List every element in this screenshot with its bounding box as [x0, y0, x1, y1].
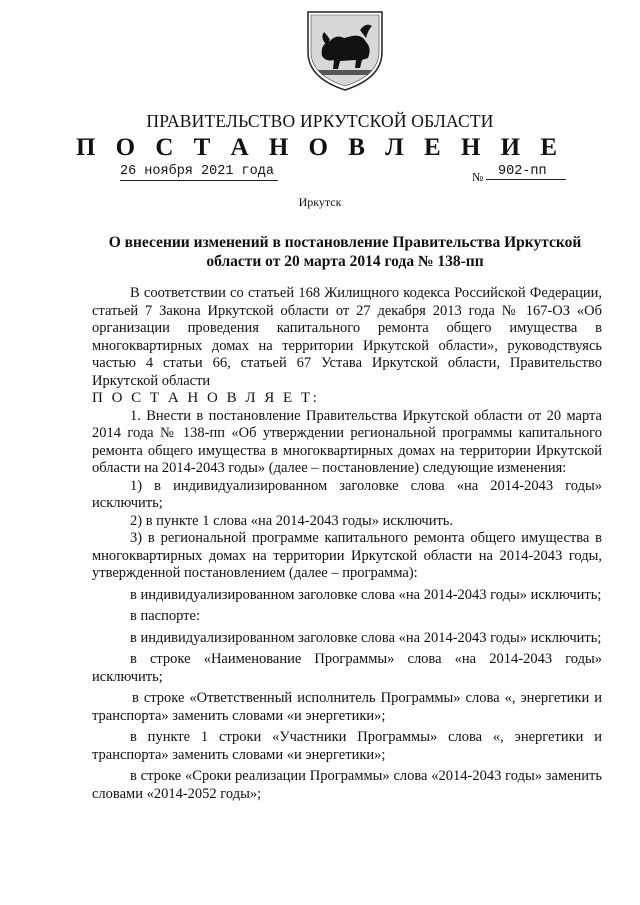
body-paragraph: в строке «Ответственный исполнитель Программы» слова «, энергетики и транспорта» заменить словами «и энергетики»; — [92, 690, 602, 724]
body-paragraph: 1. Внести в постановление Правительства Иркутской области от 20 марта 2014 года № 138-пп «Об утверждении региональной программы капитального ремонта общего имущества в многоквартирных домах на территории Иркутской области на 2014-2043 годы» (далее – постановление) следующие изменения: — [92, 407, 602, 476]
body-paragraph: в паспорте: — [130, 608, 200, 624]
body-paragraph: в пункте 1 строки «Участники Программы» слова «, энергетики и транспорта» заменить словами «и энергетики»; — [92, 729, 602, 763]
document-body — [92, 285, 602, 803]
number-sign: № — [472, 170, 484, 184]
document-subject: О внесении изменений в постановление Правительства Иркутской области от 20 марта 2014 года № 138-пп — [108, 234, 582, 270]
body-paragraph: в индивидуализированном заголовке слова «на 2014-2043 годы» исключить; — [130, 629, 602, 646]
body-paragraph: 3) в региональной программе капитального ремонта общего имущества в многоквартирных домах на территории Иркутской области на 2014-2043 годы, утвержденной постановлением (далее – программа): — [92, 530, 602, 581]
body-paragraph: в строке «Наименование Программы» слова «на 2014-2043 годы» исключить; — [92, 651, 602, 685]
document-type: П О С Т А Н О В Л Е Н И Е — [75, 134, 565, 161]
document-date: 26 ноября 2021 года — [120, 164, 278, 181]
decree-word: П О С Т А Н О В Л Я Е Т: — [92, 390, 320, 406]
body-paragraph: в индивидуализированном заголовке слова «на 2014-2043 годы» исключить; — [130, 586, 602, 603]
body-paragraph: 1) в индивидуализированном заголовке слова «на 2014-2043 годы» исключить; — [92, 477, 602, 511]
irkutsk-coat-of-arms-icon — [300, 8, 390, 93]
document-number: 902-пп — [486, 164, 566, 180]
body-paragraph: в строке «Сроки реализации Программы» слова «2014-2043 годы» заменить словами «2014-2052 годы»; — [92, 768, 602, 802]
city-name: Иркутск — [298, 195, 342, 209]
government-name: ПРАВИТЕЛЬСТВО ИРКУТСКОЙ ОБЛАСТИ — [146, 111, 494, 131]
preamble-paragraph: В соответствии со статьей 168 Жилищного кодекса Российской Федерации, статьей 7 Закона Иркутской области от 27 декабря 2013 года № 167-ОЗ «Об организации проведения капитального ремонта общего имущества в многоквартирных домах на территории Иркутской области», руководствуясь частью 4 статьи 66, статьей 67 Устава Иркутской области, Правительство Иркутской области — [92, 285, 602, 389]
body-paragraph: 2) в пункте 1 слова «на 2014-2043 годы» исключить. — [130, 512, 454, 529]
